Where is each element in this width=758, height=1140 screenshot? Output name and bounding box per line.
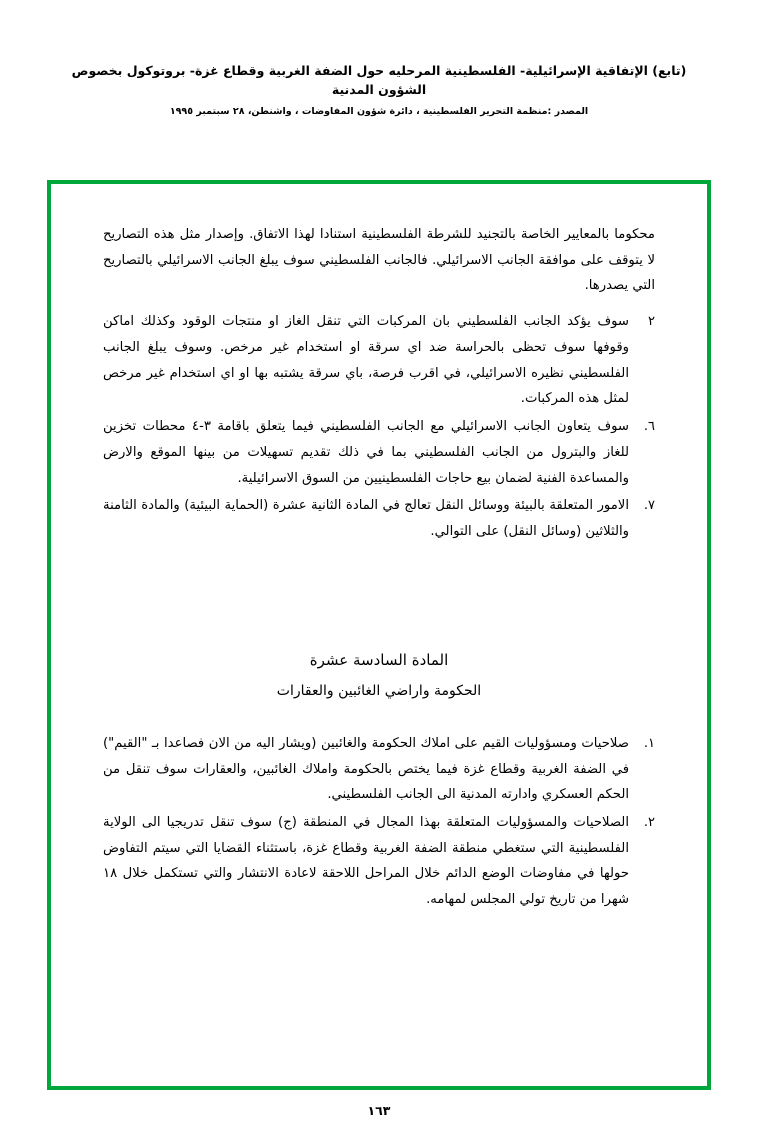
- list-marker: ١.: [643, 735, 655, 751]
- section-spacer: [103, 547, 655, 605]
- list-item: [103, 731, 655, 808]
- article-title: المادة السادسة عشرة: [309, 650, 449, 669]
- paragraph-text: محكوما بالمعايير الخاصة بالتجنيد للشرطة الفلسطينية استنادا لهذا الاتفاق. وإصدار مثل هذه التصاريح لا يتوقف على موافقة الجانب الاسرائيلي. فالجانب الفلسطيني سوف يبلغ الجانب الاسرائيلي بالتصاريح التي يصدرها.: [103, 227, 655, 294]
- header-source: المصدر :منظمة التحرير الفلسطينية ، دائرة شؤون المفاوضات ، واشنطن، ٢٨ سبتمبر ١٩٩٥: [169, 105, 589, 117]
- list-marker: ٧.: [643, 498, 655, 514]
- paragraph-text: الصلاحيات والمسؤوليات المتعلقة بهذا المجال في المنطقة (ج) سوف تنقل تدريجيا الى الولاية الفلسطينية التي ستغطي منطقة الضفة الغربية وقطاع غزة، باستثناء القضايا التي سيتم التفاوض حولها في مفاوضات الوضع الدائم خلال المراحل اللاحقة لاعادة الانتشار والتي تستكمل خلال ١٨ شهرا من تاريخ تولي المجلس لمهامه.: [103, 815, 629, 908]
- list-marker: ٢: [648, 314, 655, 330]
- content-frame: [47, 180, 711, 1090]
- document-page: [0, 62, 758, 1140]
- list-marker: ٢.: [643, 815, 655, 831]
- paragraph-text: سوف يتعاون الجانب الاسرائيلي مع الجانب الفلسطيني فيما يتعلق باقامة ٣-٤ محطات تخزين للغاز والبترول من الجانب الفلسطيني بما في ذلك تقديم تسهيلات من بينها الموقع والارض والمساعدة الفنية لضمان بيع حاجات الفلسطينيين من السوق الاسرائيلية.: [103, 419, 629, 486]
- page-number: ١٦٣: [367, 1103, 391, 1118]
- article-subtitle: الحكومة واراضي الغائبين والعقارات: [276, 682, 482, 699]
- list-item: [103, 309, 655, 412]
- list-item: [103, 810, 655, 913]
- paragraph-text: سوف يؤكد الجانب الفلسطيني بان المركبات التي تنقل الغاز او منتجات الوقود وكذلك اماكن وقوفها سوف تحظى بالحراسة ضد اي سرقة او استخدام غير مرخص. وسوف يبلغ الجانب الفلسطيني نظيره الاسرائيلي، في اقرب فرصة، باي سرقة يشتبه بها او اي استخدام غير مرخص لمثل هذه المركبات.: [103, 314, 629, 407]
- paragraph-intro: [103, 222, 655, 299]
- page-header: [0, 62, 758, 117]
- list-marker: ٦.: [643, 419, 655, 435]
- header-title: (تابع) الإتفاقية الإسرائيلية- الفلسطينية المرحليه حول الضفة الغربية وقطاع غزة- بروتوكول بخصوص الشؤون المدنية: [71, 63, 687, 97]
- list-item: [103, 414, 655, 491]
- list-item: [103, 493, 655, 544]
- paragraph-text: الامور المتعلقة بالبيئة ووسائل النقل تعالج في المادة الثانية عشرة (الحماية البيئية) والمادة الثامنة والثلاثين (وسائل النقل) على التوالي.: [103, 498, 629, 540]
- paragraph-text: صلاحيات ومسؤوليات القيم على املاك الحكومة والغائبين (ويشار اليه من الان فصاعدا بـ "القيم") في الضفة الغربية وقطاع غزة فيما يختص بالحكومة واملاك الغائبين، والعقارات سوف تنقل من الحكم العسكري وادارته المدنية الى الجانب الفلسطيني.: [103, 735, 629, 803]
- document-body: [51, 184, 707, 913]
